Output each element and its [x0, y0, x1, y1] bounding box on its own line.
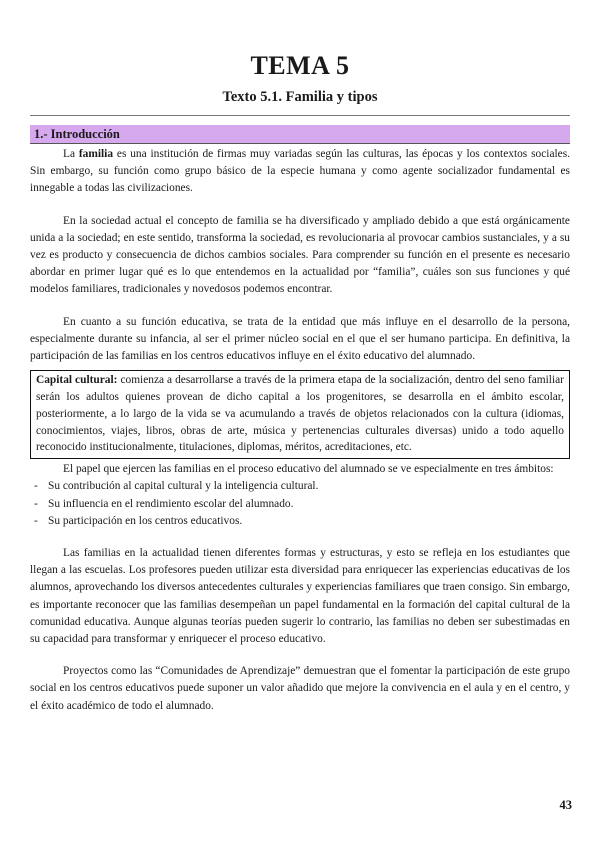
paragraph-intro-rest: es una institución de firmas muy variadas según las culturas, las épocas y los contextos sociales. Sin embargo, su función como grupo básico de la especie humana y como agente socializador fundamental es innegable a todas las civilizaciones. — [30, 148, 570, 195]
keyword-familia: familia — [78, 148, 114, 160]
header-divider — [30, 115, 570, 116]
paragraph-intro — [30, 146, 570, 198]
page-subtitle: Texto 5.1. Familia y tipos — [222, 89, 378, 105]
paragraph-concept: En la sociedad actual el concepto de familia se ha diversificado y ampliado debido a que está orgánicamente unida a la sociedad; en este sentido, transforma la sociedad, es revolucionaria al provocar cambios sustanciales, y a su vez es producto y consecuencia de dichos cambios sociales. Para comprender su función en el presente es necesario abordar en primer lugar qué es lo que entendemos en la actualidad por “familia”, cuáles son sus funciones y qué modelos familiares, tradicionales y novedosos podemos encontrar. — [30, 214, 570, 296]
paragraph-diversity: Las familias en la actualidad tienen diferentes formas y estructuras, y esto se refleja en los estudiantes que llegan a las escuelas. Los profesores pueden utilizar esta diversidad para enriquecer las experiencias educativas de los alumnos, aprovechando los diversos antecedentes culturales y experiencias familiares que traen consigo. Sin embargo, es importante reconocer que las familias desempeñan un papel fundamental en la formación del capital cultural de la comunidad educativa. Aunque algunas teorías pueden sugerir lo contrario, las familias no deben ser subestimadas en su capacidad para transformar y enriquecer el proceso educativo. — [30, 547, 570, 646]
definition-text — [36, 372, 564, 456]
list-item: - Su participación en los centros educativos. — [30, 513, 570, 530]
definition-term: Capital cultural: — [36, 374, 118, 387]
list-item: - Su contribución al capital cultural y la inteligencia cultural. — [30, 478, 570, 495]
section-heading: 1.- Introducción — [30, 125, 570, 144]
page-number: 43 — [559, 798, 572, 812]
ambits-list — [30, 478, 570, 530]
document-page — [30, 52, 570, 715]
definition-box — [30, 370, 570, 459]
paragraph-function: En cuanto a su función educativa, se trata de la entidad que más influye en el desarrollo de la persona, especialmente durante su infancia, al ser el primer núcleo social en el que el ser humano participa. En definitiva, la participación de las familias en los centros educativos influye en el éxito educativo del alumnado. — [30, 315, 570, 363]
list-item: - Su influencia en el rendimiento escolar del alumnado. — [30, 496, 570, 513]
page-title: TEMA 5 — [250, 51, 350, 80]
paragraph-intro-prefix: La — [63, 148, 79, 160]
paragraph-projects: Proyectos como las “Comunidades de Aprendizaje” demuestran que el fomentar la participación de este grupo social en los centros educativos puede suponer un valor añadido que mejore la convivencia en el aula y en el centro, y el éxito académico de todo el alumnado. — [30, 665, 570, 712]
definition-body: comienza a desarrollarse a través de la primera etapa de la socialización, dentro del seno familiar serán los adultos quienes provean de dicho capital a los progenitores, se desarrolla en el ámbito escolar, posteriormente, a lo largo de la vida se va acumulando a través de objetos relacionados con la cultura (idiomas, conocimientos, viajes, libros, obras de arte, música y pertenencias culturales diversas) unido a todo aquello reconocido institucionalmente, titulaciones, diplomas, méritos, acreditaciones, etc. — [36, 374, 564, 454]
paragraph-ambits: El papel que ejercen las familias en el proceso educativo del alumnado se ve especialmente en tres ámbitos: — [63, 463, 554, 476]
